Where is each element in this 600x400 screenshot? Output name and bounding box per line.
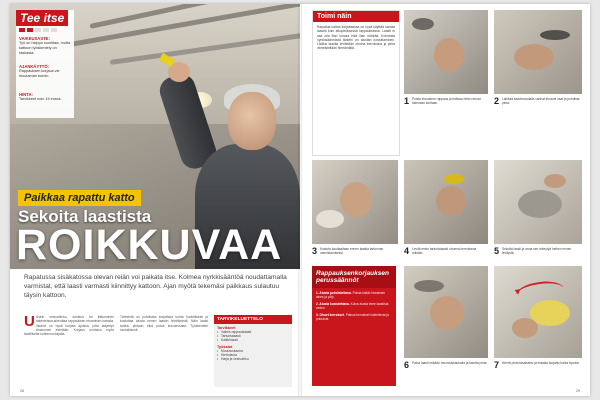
rule-text: Kuiva alusta imee laastista veden. — [316, 302, 389, 311]
step-text-1: Poista irtonainen rappaus ja hakkaa reiän reunat tukevaan kohtaan. — [412, 97, 481, 106]
step-text-2: Laikkaa kaavinraudalla vanhat irtoavat osat ja puhdista pinta. — [502, 97, 580, 106]
plastering-rules-head: Rappauksenkorjauksen perussäännöt — [312, 266, 396, 288]
step-photo-5 — [494, 160, 582, 244]
article-subhead: Sekoita laastista — [18, 207, 152, 226]
rule-item — [316, 291, 392, 299]
step-number-6: 6 — [404, 360, 410, 370]
difficulty-text: Työ on helppo suorittaa, mutta kattoon työskentely on raskasta. — [19, 41, 71, 55]
step-photo-4 — [404, 160, 488, 244]
materials-item: • Valmis rappauslaasti — [214, 330, 292, 334]
magazine-spread — [10, 4, 590, 396]
instructions-box — [312, 10, 400, 156]
page-gutter — [298, 4, 302, 396]
plastering-rules-box — [312, 266, 396, 386]
step-number-7: 7 — [494, 360, 500, 370]
time-text: Rappauksen korjaus vie muutaman tunnin. — [19, 69, 60, 78]
step-photo-3 — [312, 160, 398, 244]
step-photo-2 — [494, 10, 582, 94]
page-number-right: 29 — [576, 389, 580, 393]
step-text-5: Sekoita laasti ja anna sen tekeytyä hetken ennen levitystä. — [502, 247, 572, 256]
body-column-1 — [24, 315, 114, 336]
rule-item — [316, 313, 392, 321]
rating-mark — [35, 28, 41, 32]
step-number-1: 1 — [404, 96, 410, 106]
article-title: ROIKKUVAA — [16, 221, 283, 269]
right-page — [300, 4, 590, 396]
rating-mark — [19, 28, 25, 32]
left-page — [10, 4, 300, 396]
step-text-3: Kostuta kauttaaltaan ennen laastia tartunnan varmistamiseksi. — [320, 247, 384, 256]
rating-mark — [27, 28, 33, 32]
body-text-2: Tärkeintä on puhdistaa korjattava kohta huolellisesti ja kostuttaa alusta ennen laastin levittämistä. Näin laasti tarttuu pintaan eikä putoa kuivuessaan. Työskentele rauhallisesti. — [120, 315, 208, 332]
instructions-head: Toimi näin — [313, 11, 399, 22]
step-number-5: 5 — [494, 246, 500, 256]
cost-title: HINTA: — [19, 92, 33, 97]
body-text-1: Usein vesivahinko, kosteus tai liikkuminen rakenteissa aiheuttaa rappauksen irtoamisen katosta. Vauriot on hyvä korjata ajoissa, jotta laajempi irtoaminen estetään. Korjaus onnistuu myös tavalliselta kotiremontoijalta. — [24, 315, 114, 337]
time-info — [19, 64, 73, 79]
rule-title: 3. Ohuet kerrokset. — [316, 313, 345, 318]
materials-item: • Tartuntalaasti — [214, 334, 292, 338]
step-text-4: Levitä ensin tartuntalaasti ohuena kerroksena reikään. — [412, 247, 477, 256]
step-text-6: Paina laasti reikään muurauskauhalla ja tasoita pinta. — [412, 361, 488, 365]
page-number-left: 28 — [20, 389, 24, 393]
rating-mark — [51, 28, 57, 32]
time-title: AJANKÄYTTÖ: — [19, 64, 50, 69]
difficulty-rating — [19, 28, 57, 32]
plastering-rules-body — [312, 288, 396, 325]
tools-item: • Muurauskauha — [214, 349, 292, 353]
tools-sub: Työkalut — [217, 344, 233, 349]
difficulty-info — [19, 36, 73, 56]
rule-title: 2. Alusta kostutettava. — [316, 302, 350, 306]
article-lead: Rapatussa sisäkatossa olevan reiän voi paikata itse. Kolmea nyrkkisääntöä noudattamalla varmistat, että laasti varmasti kiinnittyy kattoon. Ajan myötä tekemäsi paikkaus sulautuu täysin kattoon. — [24, 274, 287, 299]
materials-item: • Kalkkimaali — [214, 338, 292, 342]
drop-cap: U — [24, 313, 35, 330]
materials-list — [214, 315, 292, 387]
rule-text: Paksut kerrokset halkeilevat ja putoavat. — [316, 313, 389, 322]
step-text-7: Hierrä pinta tasaiseksi ja maalaa korjattu kohta lopuksi. — [502, 361, 580, 365]
section-tag: Tee itse — [16, 10, 68, 26]
step-number-3: 3 — [312, 246, 318, 256]
step-number-2: 2 — [494, 96, 500, 106]
rule-title: 1. Alusta puhdistettava. — [316, 290, 352, 295]
worker-head — [228, 92, 276, 150]
body-column-2 — [120, 315, 208, 332]
article-banner: Paikkaa rapattu katto — [18, 190, 141, 206]
materials-head: TARVIKELUETTELO — [214, 315, 292, 324]
step-photo-7 — [494, 266, 582, 358]
rule-text: Poista kaikki irtonainen aines ja pöly. — [316, 290, 386, 299]
cost-info — [19, 92, 73, 102]
tools-item: • Hiertolauta — [214, 353, 292, 357]
difficulty-title: VAIKEUSASTE: — [19, 36, 50, 41]
step-photo-6 — [404, 266, 488, 358]
materials-sub: Tarvikkeet — [217, 326, 236, 330]
rating-mark — [43, 28, 49, 32]
tools-item: • Harja ja vesisuihku — [214, 357, 292, 361]
step-number-4: 4 — [404, 246, 410, 256]
instructions-body: Rapattua kattoa korjattaessa on hyvä käyttää samaa laastia kuin alkuperäisessä rappauksessa. Laasti ei saa olla liian kuivaa eikä liian märkää. Kolmesta nyrkkisäännöstä tärkein on alustan kostuttaminen. Lisäksi laastia levitetään ohuina kerroksina ja pinta viimeistellään hiertämällä. — [317, 25, 395, 51]
step-photo-1 — [404, 10, 488, 94]
rule-item — [316, 302, 392, 310]
cost-text: Tarvikkeet noin 15 euroa. — [19, 97, 62, 101]
